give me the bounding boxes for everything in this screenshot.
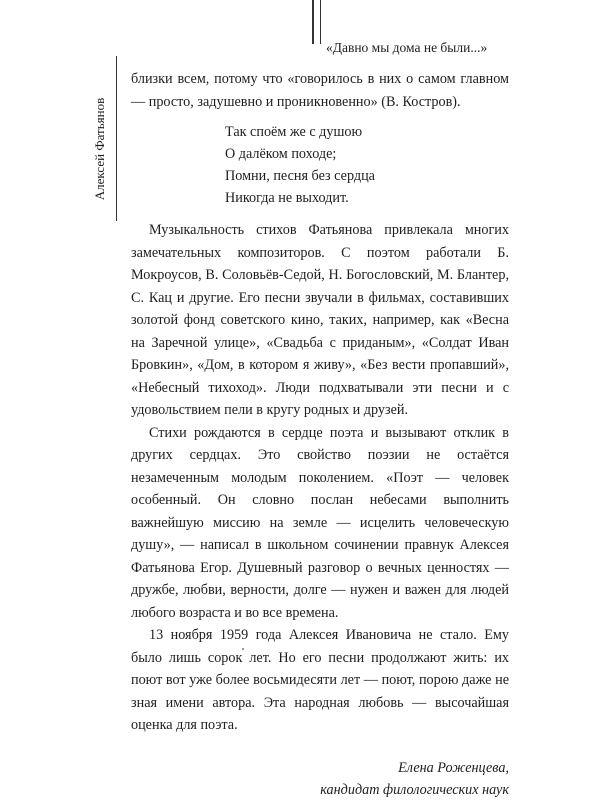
intro-paragraph: близки всем, потому что «говорилось в них о самом главном — просто, задушевно и проникновенно» (В. Костров). — [131, 71, 509, 110]
poem-line: Никогда не выходит. — [225, 190, 349, 206]
poem-line: Помни, песня без сердца — [225, 168, 375, 184]
paragraph-poetry: Стихи рождаются в сердце поэта и вызывают отклик в других сердцах. Это свойство поэзии не остаётся незамеченным молодым поколением. «Поэт — человек особенный. Он словно послан небесами выполнить важнейшую миссию на земле — исцелить человеческую душу», — написал в школьном сочинении правнук Алексея Фатьянова Егор. Душевный разговор о вечных ценностях — дружбе, любви, верности, долге — нужен и важен для людей любого возраста и во все времена. — [131, 424, 509, 621]
signature-title: кандидат филологических наук — [320, 782, 509, 798]
page-body — [131, 68, 509, 802]
page-dot — [242, 648, 244, 650]
header-rule-thin — [320, 0, 321, 44]
running-head: «Давно мы дома не были...» — [326, 40, 488, 55]
poem-line: Так споём же с душою — [225, 124, 363, 140]
poem-line: О далёком походе; — [225, 146, 337, 162]
sidebar-rule — [116, 56, 117, 221]
header-rule-thick — [312, 0, 314, 44]
paragraph-legacy: 13 ноября 1959 года Алексея Ивановича не стало. Ему было лишь сорок лет. Но его песни продолжают жить: их поют вот уже более восьмидесяти лет — поют, порою даже не зная имени автора. Эта народная любовь — высочайшая оценка для поэта. — [131, 627, 509, 733]
signature-name: Елена Роженцева, — [398, 759, 509, 776]
sidebar-author: Алексей Фатьянов — [92, 97, 107, 201]
poem-stanza — [225, 121, 509, 209]
paragraph-composers: Музыкальность стихов Фатьянова привлекала многих замечательных композиторов. С поэтом работали Б. Мокроусов, В. Соловьёв-Седой, Н. Богословский, М. Блантер, С. Кац и другие. Его песни звучали в фильмах, составивших золотой фонд советского кино, таких, например, как «Весна на Заречной улице», «Свадьба с приданым», «Солдат Иван Бровкин», «Дом, в котором я живу», «Без вести пропавший», «Небесный тихоход». Люди подхватывали эти песни и с удовольствием пели в кругу родных и друзей. — [131, 222, 509, 418]
signature-block — [131, 757, 509, 802]
